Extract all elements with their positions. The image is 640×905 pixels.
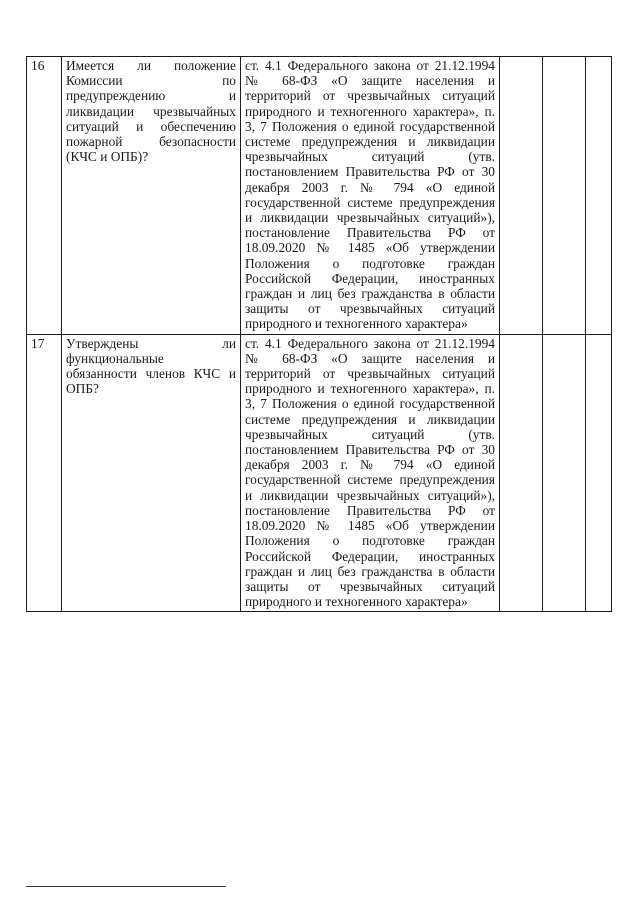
table-row	[27, 334, 612, 612]
footnote-divider	[26, 886, 226, 887]
answer-yes-cell	[500, 334, 543, 612]
legal-basis-text: ст. 4.1 Федерального закона от 21.12.1994 № 68-ФЗ «О защите населения и территорий от чрезвычайных ситуаций природного и техногенного характера», п. 3, 7 Положения о единой государственной системе предупреждения и ликвидации чрезвычайных ситуаций (утв. постановлением Правительства РФ от 30 декабря 2003 г. № 794 «О единой государственной системе предупреждения и ликвидации чрезвычайных ситуаций»), постановление Правительства РФ от 18.09.2020 № 1485 «Об утверждении Положения о подготовке граждан Российской Федерации, иностранных граждан и лиц без гражданства в области защиты от чрезвычайных ситуаций природного и техногенного характера»	[245, 58, 495, 332]
note-cell	[586, 334, 612, 612]
answer-no-cell	[543, 334, 586, 612]
row-number-cell	[27, 334, 62, 612]
answer-yes-cell	[500, 57, 543, 335]
answer-no-cell	[543, 57, 586, 335]
legal-basis-cell	[241, 334, 500, 612]
row-number-cell	[27, 57, 62, 335]
checklist-table	[26, 56, 612, 612]
row-number: 16	[31, 58, 45, 73]
note-cell	[586, 57, 612, 335]
question-text: Утверждены ли функциональные обязанности членов КЧС и ОПБ?	[66, 335, 236, 397]
question-cell	[62, 334, 241, 612]
question-cell	[62, 57, 241, 335]
legal-basis-text: ст. 4.1 Федерального закона от 21.12.1994 № 68-ФЗ «О защите населения и территорий от чрезвычайных ситуаций природного и техногенного характера», п. 3, 7 Положения о единой государственной системе предупреждения и ликвидации чрезвычайных ситуаций (утв. постановлением Правительства РФ от 30 декабря 2003 г. № 794 «О единой государственной системе предупреждения и ликвидации чрезвычайных ситуаций»), постановление Правительства РФ от 18.09.2020 № 1485 «Об утверждении Положения о подготовке граждан Российской Федерации, иностранных граждан и лиц без гражданства в области защиты от чрезвычайных ситуаций природного и техногенного характера»	[245, 335, 495, 610]
table-row	[27, 57, 612, 335]
row-number: 17	[31, 335, 45, 351]
question-text: Имеется ли положение Комиссии по предупреждению и ликвидации чрезвычайных ситуаций и обеспечению пожарной безопасности (КЧС и ОПБ)?	[66, 58, 236, 165]
legal-basis-cell	[241, 57, 500, 335]
